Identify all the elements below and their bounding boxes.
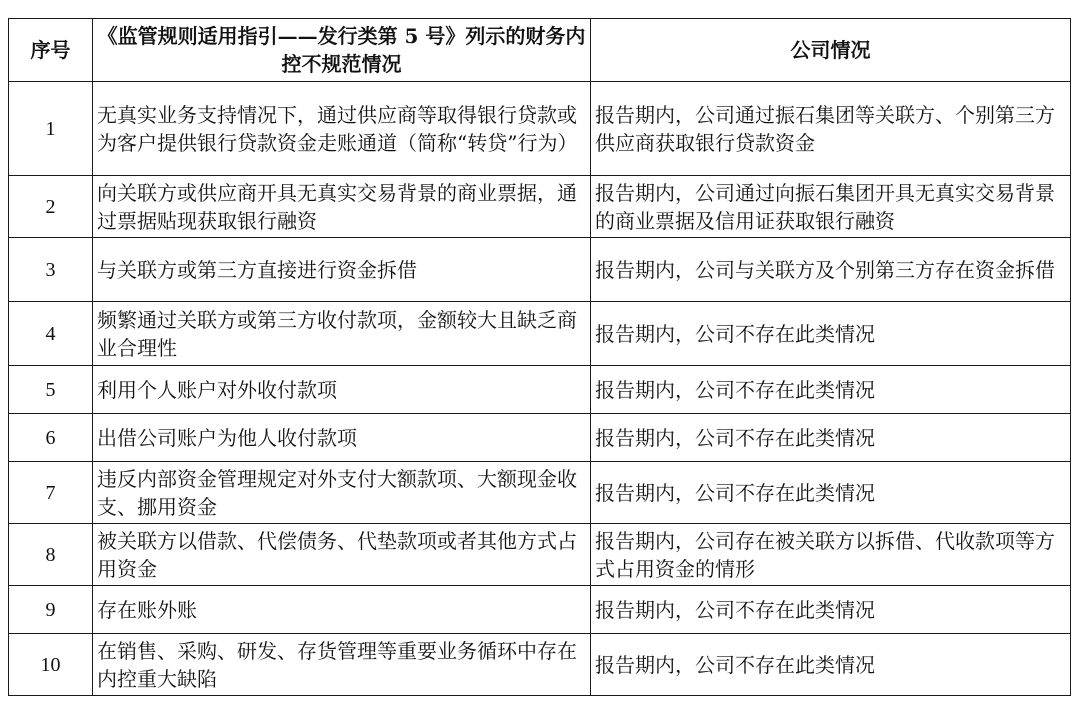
row-company-situation: 报告期内，公司通过振石集团等关联方、个别第三方供应商获取银行贷款资金 [591, 82, 1071, 176]
row-number: 6 [9, 414, 93, 462]
document-page [8, 18, 1070, 696]
row-number: 7 [9, 462, 93, 524]
table-row [9, 414, 1071, 462]
internal-control-table [8, 18, 1071, 696]
row-number: 10 [9, 634, 93, 696]
table-row [9, 82, 1071, 176]
header-guideline-issue: 《监管规则适用指引——发行类第 5 号》列示的财务内控不规范情况 [93, 19, 591, 82]
row-company-situation: 报告期内，公司不存在此类情况 [591, 634, 1071, 696]
row-company-situation: 报告期内，公司不存在此类情况 [591, 366, 1071, 414]
row-issue: 频繁通过关联方或第三方收付款项，金额较大且缺乏商业合理性 [93, 302, 591, 366]
row-company-situation: 报告期内，公司不存在此类情况 [591, 586, 1071, 634]
table-row [9, 238, 1071, 302]
table-row [9, 302, 1071, 366]
row-issue: 在销售、采购、研发、存货管理等重要业务循环中存在内控重大缺陷 [93, 634, 591, 696]
row-issue: 无真实业务支持情况下，通过供应商等取得银行贷款或为客户提供银行贷款资金走账通道（简称“转贷”行为） [93, 82, 591, 176]
row-number: 1 [9, 82, 93, 176]
row-company-situation: 报告期内，公司通过向振石集团开具无真实交易背景的商业票据及信用证获取银行融资 [591, 176, 1071, 238]
header-company-situation: 公司情况 [591, 19, 1071, 82]
row-number: 3 [9, 238, 93, 302]
row-issue: 违反内部资金管理规定对外支付大额款项、大额现金收支、挪用资金 [93, 462, 591, 524]
row-company-situation: 报告期内，公司不存在此类情况 [591, 414, 1071, 462]
table-row [9, 462, 1071, 524]
table-row [9, 176, 1071, 238]
table-row [9, 586, 1071, 634]
row-issue: 利用个人账户对外收付款项 [93, 366, 591, 414]
header-seq-no: 序号 [9, 19, 93, 82]
row-number: 4 [9, 302, 93, 366]
row-issue: 向关联方或供应商开具无真实交易背景的商业票据，通过票据贴现获取银行融资 [93, 176, 591, 238]
row-company-situation: 报告期内，公司与关联方及个别第三方存在资金拆借 [591, 238, 1071, 302]
table-row [9, 634, 1071, 696]
row-number: 2 [9, 176, 93, 238]
row-issue: 出借公司账户为他人收付款项 [93, 414, 591, 462]
table-row [9, 366, 1071, 414]
table-row [9, 524, 1071, 586]
row-company-situation: 报告期内，公司不存在此类情况 [591, 462, 1071, 524]
table-header-row [9, 19, 1071, 82]
row-company-situation: 报告期内，公司存在被关联方以拆借、代收款项等方式占用资金的情形 [591, 524, 1071, 586]
row-issue: 与关联方或第三方直接进行资金拆借 [93, 238, 591, 302]
row-issue: 被关联方以借款、代偿债务、代垫款项或者其他方式占用资金 [93, 524, 591, 586]
row-number: 9 [9, 586, 93, 634]
row-number: 5 [9, 366, 93, 414]
row-company-situation: 报告期内，公司不存在此类情况 [591, 302, 1071, 366]
row-number: 8 [9, 524, 93, 586]
row-issue: 存在账外账 [93, 586, 591, 634]
